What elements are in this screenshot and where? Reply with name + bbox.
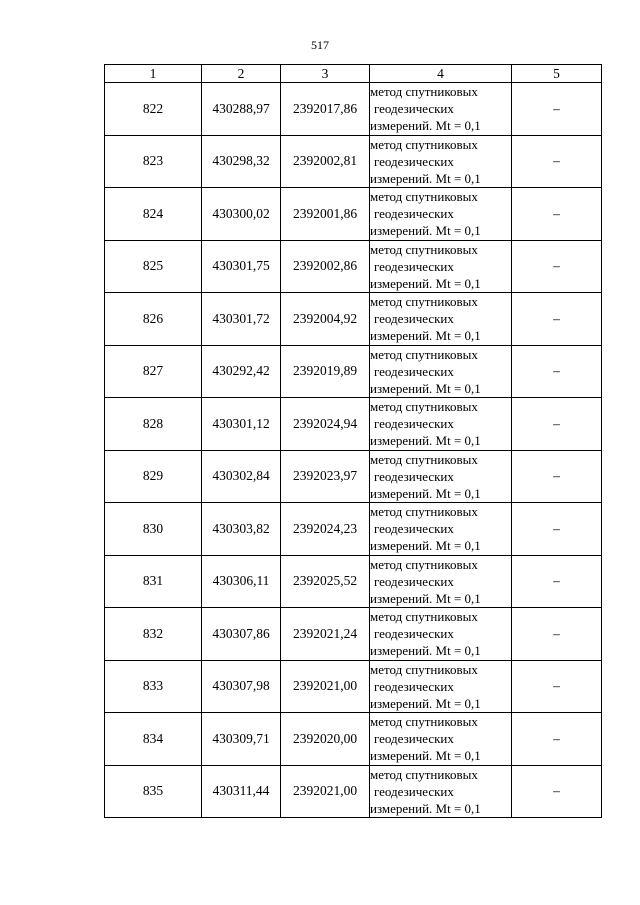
- table-row: [105, 188, 602, 241]
- method-cell: [370, 240, 512, 293]
- column-header: 3: [281, 65, 370, 83]
- x-coordinate-cell: 430303,82: [202, 503, 281, 556]
- method-cell: [370, 135, 512, 188]
- method-cell: [370, 555, 512, 608]
- point-number-cell: 830: [105, 503, 202, 556]
- method-line: метод спутниковых: [370, 609, 478, 625]
- note-cell: –: [512, 345, 602, 398]
- table-header-row: [105, 65, 602, 83]
- method-line: геодезических: [374, 468, 454, 484]
- x-coordinate-cell: 430301,75: [202, 240, 281, 293]
- point-number-cell: 831: [105, 555, 202, 608]
- x-coordinate-cell: 430292,42: [202, 345, 281, 398]
- y-coordinate-cell: 2392025,52: [281, 555, 370, 608]
- method-line: измерений. Mt = 0,1: [370, 643, 481, 659]
- table-row: [105, 83, 602, 136]
- y-coordinate-cell: 2392020,00: [281, 713, 370, 766]
- y-coordinate-cell: 2392024,94: [281, 398, 370, 451]
- point-number-cell: 825: [105, 240, 202, 293]
- method-line: геодезических: [374, 626, 454, 642]
- x-coordinate-cell: 430301,12: [202, 398, 281, 451]
- table-row: [105, 450, 602, 503]
- table-row: [105, 660, 602, 713]
- x-coordinate-cell: 430301,72: [202, 293, 281, 346]
- method-line: геодезических: [374, 311, 454, 327]
- y-coordinate-cell: 2392021,24: [281, 608, 370, 661]
- y-coordinate-cell: 2392021,00: [281, 660, 370, 713]
- point-number-cell: 834: [105, 713, 202, 766]
- method-line: геодезических: [374, 573, 454, 589]
- point-number-cell: 828: [105, 398, 202, 451]
- method-line: метод спутниковых: [370, 766, 478, 782]
- method-cell: [370, 83, 512, 136]
- column-header: 2: [202, 65, 281, 83]
- y-coordinate-cell: 2392002,81: [281, 135, 370, 188]
- method-line: геодезических: [374, 416, 454, 432]
- table-row: [105, 240, 602, 293]
- method-cell: [370, 293, 512, 346]
- note-cell: –: [512, 660, 602, 713]
- point-number-cell: 822: [105, 83, 202, 136]
- note-cell: –: [512, 83, 602, 136]
- y-coordinate-cell: 2392001,86: [281, 188, 370, 241]
- method-line: измерений. Mt = 0,1: [370, 118, 481, 134]
- method-cell: [370, 765, 512, 818]
- point-number-cell: 827: [105, 345, 202, 398]
- method-line: измерений. Mt = 0,1: [370, 748, 481, 764]
- method-line: измерений. Mt = 0,1: [370, 328, 481, 344]
- point-number-cell: 829: [105, 450, 202, 503]
- table-row: [105, 135, 602, 188]
- method-line: геодезических: [374, 153, 454, 169]
- method-line: метод спутниковых: [370, 714, 478, 730]
- column-header: 5: [512, 65, 602, 83]
- method-cell: [370, 398, 512, 451]
- method-line: измерений. Mt = 0,1: [370, 695, 481, 711]
- note-cell: –: [512, 555, 602, 608]
- table-row: [105, 608, 602, 661]
- note-cell: –: [512, 293, 602, 346]
- method-line: геодезических: [374, 521, 454, 537]
- note-cell: –: [512, 503, 602, 556]
- x-coordinate-cell: 430288,97: [202, 83, 281, 136]
- table-row: [105, 398, 602, 451]
- method-line: геодезических: [374, 206, 454, 222]
- method-line: измерений. Mt = 0,1: [370, 538, 481, 554]
- column-header: 4: [370, 65, 512, 83]
- method-line: метод спутниковых: [370, 189, 478, 205]
- table-body: [105, 83, 602, 818]
- method-cell: [370, 188, 512, 241]
- method-line: измерений. Mt = 0,1: [370, 590, 481, 606]
- method-cell: [370, 713, 512, 766]
- y-coordinate-cell: 2392019,89: [281, 345, 370, 398]
- table-row: [105, 293, 602, 346]
- x-coordinate-cell: 430309,71: [202, 713, 281, 766]
- note-cell: –: [512, 765, 602, 818]
- method-cell: [370, 450, 512, 503]
- x-coordinate-cell: 430298,32: [202, 135, 281, 188]
- x-coordinate-cell: 430306,11: [202, 555, 281, 608]
- y-coordinate-cell: 2392017,86: [281, 83, 370, 136]
- method-line: метод спутниковых: [370, 84, 478, 100]
- method-line: метод спутниковых: [370, 661, 478, 677]
- note-cell: –: [512, 398, 602, 451]
- method-cell: [370, 660, 512, 713]
- method-line: метод спутниковых: [370, 294, 478, 310]
- note-cell: –: [512, 135, 602, 188]
- note-cell: –: [512, 608, 602, 661]
- method-line: геодезических: [374, 258, 454, 274]
- method-line: измерений. Mt = 0,1: [370, 275, 481, 291]
- method-line: измерений. Mt = 0,1: [370, 223, 481, 239]
- x-coordinate-cell: 430307,86: [202, 608, 281, 661]
- y-coordinate-cell: 2392004,92: [281, 293, 370, 346]
- method-line: геодезических: [374, 363, 454, 379]
- y-coordinate-cell: 2392021,00: [281, 765, 370, 818]
- method-line: метод спутниковых: [370, 346, 478, 362]
- note-cell: –: [512, 713, 602, 766]
- method-cell: [370, 503, 512, 556]
- point-number-cell: 823: [105, 135, 202, 188]
- page-number: 517: [311, 38, 329, 52]
- method-line: измерений. Mt = 0,1: [370, 170, 481, 186]
- y-coordinate-cell: 2392024,23: [281, 503, 370, 556]
- method-line: метод спутниковых: [370, 504, 478, 520]
- x-coordinate-cell: 430311,44: [202, 765, 281, 818]
- column-header: 1: [105, 65, 202, 83]
- point-number-cell: 826: [105, 293, 202, 346]
- table-row: [105, 555, 602, 608]
- method-line: геодезических: [374, 101, 454, 117]
- method-line: метод спутниковых: [370, 136, 478, 152]
- note-cell: –: [512, 450, 602, 503]
- note-cell: –: [512, 188, 602, 241]
- method-line: измерений. Mt = 0,1: [370, 485, 481, 501]
- coordinates-table: [104, 64, 602, 818]
- method-line: метод спутниковых: [370, 556, 478, 572]
- method-line: метод спутниковых: [370, 399, 478, 415]
- method-cell: [370, 608, 512, 661]
- method-line: метод спутниковых: [370, 241, 478, 257]
- method-line: измерений. Mt = 0,1: [370, 800, 481, 816]
- method-line: метод спутниковых: [370, 451, 478, 467]
- table-row: [105, 765, 602, 818]
- method-line: геодезических: [374, 731, 454, 747]
- point-number-cell: 824: [105, 188, 202, 241]
- note-cell: –: [512, 240, 602, 293]
- x-coordinate-cell: 430307,98: [202, 660, 281, 713]
- table-row: [105, 345, 602, 398]
- method-line: измерений. Mt = 0,1: [370, 433, 481, 449]
- y-coordinate-cell: 2392002,86: [281, 240, 370, 293]
- method-line: измерений. Mt = 0,1: [370, 380, 481, 396]
- x-coordinate-cell: 430302,84: [202, 450, 281, 503]
- method-line: геодезических: [374, 678, 454, 694]
- y-coordinate-cell: 2392023,97: [281, 450, 370, 503]
- method-cell: [370, 345, 512, 398]
- point-number-cell: 835: [105, 765, 202, 818]
- point-number-cell: 832: [105, 608, 202, 661]
- table-row: [105, 713, 602, 766]
- table-row: [105, 503, 602, 556]
- x-coordinate-cell: 430300,02: [202, 188, 281, 241]
- method-line: геодезических: [374, 783, 454, 799]
- point-number-cell: 833: [105, 660, 202, 713]
